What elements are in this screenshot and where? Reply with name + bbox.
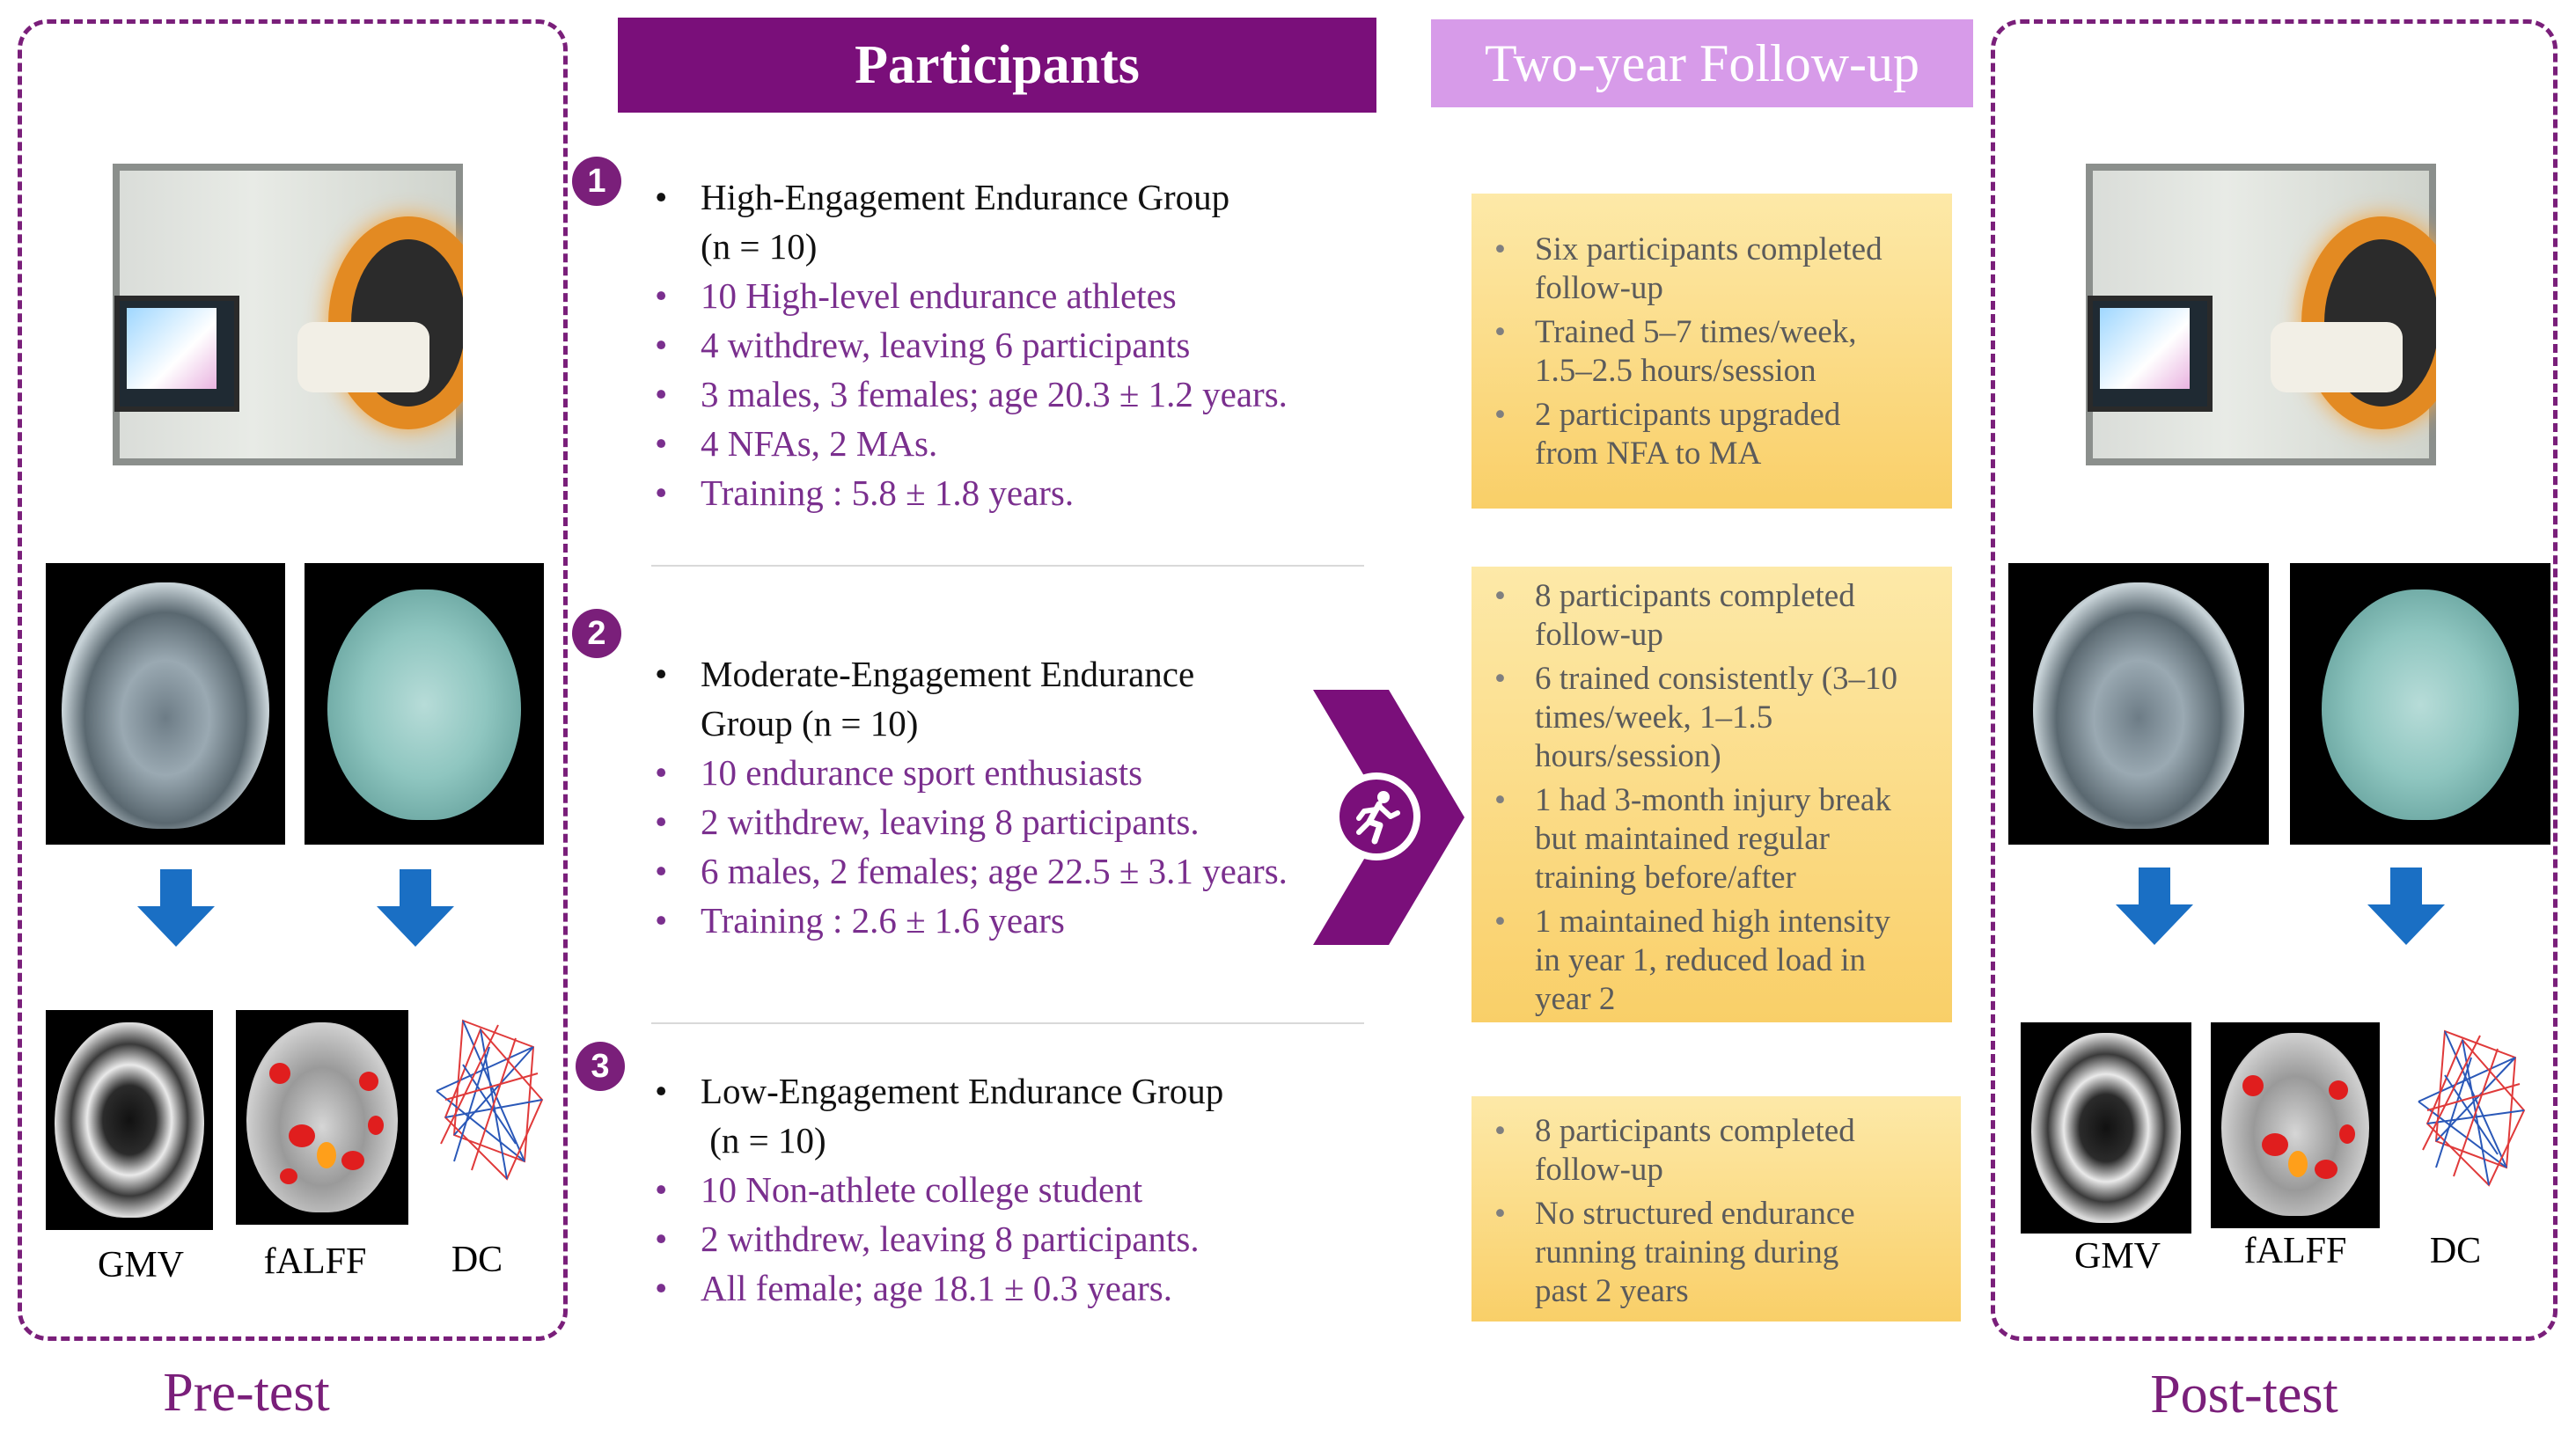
group-1-detail: • 4 withdrew, leaving 6 participants — [655, 320, 1376, 370]
group-1-detail: • 10 High-level endurance athletes — [655, 271, 1376, 320]
followup-item: • Six participants completed follow-up — [1494, 231, 1931, 308]
followup-item: • 1 maintained high intensity in year 1, reduced load in year 2 — [1494, 903, 1931, 1019]
followup-box-1 — [1471, 194, 1952, 509]
arrow-down-icon — [134, 869, 218, 948]
group-3-detail: • 2 withdrew, leaving 8 participants. — [655, 1214, 1376, 1263]
group-1-head: • High-Engagement Endurance Group (n = 10) — [655, 172, 1376, 271]
falff-map — [2211, 1022, 2380, 1228]
dc-connectivity-graph — [2410, 1022, 2529, 1190]
followup-title: Two-year Follow-up — [1484, 33, 1920, 92]
group-2 — [655, 649, 1376, 945]
falff-caption: fALFF — [2243, 1231, 2347, 1271]
functional-epi-slice — [2290, 563, 2550, 845]
group-2-detail: • 2 withdrew, leaving 8 participants. — [655, 797, 1376, 846]
group-divider — [651, 1022, 1364, 1024]
group-2-detail: • 10 endurance sport enthusiasts — [655, 748, 1376, 797]
arrow-down-icon — [373, 869, 458, 948]
arrow-down-icon — [2112, 868, 2197, 947]
gmv-map — [2021, 1022, 2191, 1234]
followup-item: • 8 participants completed follow-up — [1494, 1112, 1940, 1190]
dc-caption: DC — [2429, 1231, 2482, 1271]
gmv-map — [46, 1010, 213, 1230]
t1-structural-slice — [2008, 563, 2269, 845]
followup-item: • 2 participants upgraded from NFA to MA — [1494, 396, 1931, 473]
runner-icon — [1331, 771, 1422, 862]
followup-item: • 6 trained consistently (3–10 times/week, 1–1.5 hours/session) — [1494, 660, 1931, 776]
posttest-label: Post-test — [2150, 1365, 2338, 1424]
group-divider — [651, 565, 1364, 567]
gmv-caption: GMV — [2073, 1236, 2161, 1277]
falff-map — [236, 1010, 408, 1225]
falff-caption: fALFF — [263, 1241, 367, 1282]
group-3-head: • Low-Engagement Endurance Group (n = 10) — [655, 1066, 1376, 1165]
t1-structural-slice — [46, 563, 285, 845]
followup-header — [1431, 19, 1973, 107]
followup-box-3 — [1471, 1096, 1961, 1322]
followup-box-2 — [1471, 567, 1952, 1022]
group-3-detail: • All female; age 18.1 ± 0.3 years. — [655, 1263, 1376, 1313]
participants-title: Participants — [855, 34, 1140, 95]
group-2-detail: • 6 males, 2 females; age 22.5 ± 3.1 years. — [655, 846, 1376, 896]
group-3 — [655, 1066, 1376, 1313]
group-1-detail: • 3 males, 3 females; age 20.3 ± 1.2 years. — [655, 370, 1376, 419]
followup-item: • 1 had 3-month injury break but maintained regular training before/after — [1494, 781, 1931, 897]
functional-epi-slice — [305, 563, 544, 845]
dc-caption: DC — [451, 1240, 503, 1280]
gmv-caption: GMV — [97, 1245, 184, 1285]
followup-item: • Trained 5–7 times/week, 1.5–2.5 hours/session — [1494, 313, 1931, 391]
group-3-number: 3 — [576, 1042, 625, 1091]
group-2-head: • Moderate-Engagement Endurance Group (n = 10) — [655, 649, 1376, 748]
dc-connectivity-graph — [428, 1012, 547, 1184]
group-1 — [655, 172, 1376, 517]
arrow-down-icon — [2364, 868, 2448, 947]
group-2-detail: • Training : 2.6 ± 1.6 years — [655, 896, 1376, 945]
pretest-label: Pre-test — [163, 1363, 330, 1423]
group-2-number: 2 — [572, 609, 621, 658]
followup-item: • No structured endurance running training during past 2 years — [1494, 1195, 1940, 1311]
mri-scanner-photo — [113, 164, 463, 465]
mri-scanner-photo — [2086, 164, 2436, 465]
participants-header — [618, 18, 1376, 113]
group-3-detail: • 10 Non-athlete college student — [655, 1165, 1376, 1214]
group-1-detail: • 4 NFAs, 2 MAs. — [655, 419, 1376, 468]
group-1-detail: • Training : 5.8 ± 1.8 years. — [655, 468, 1376, 517]
group-1-number: 1 — [572, 157, 621, 206]
followup-item: • 8 participants completed follow-up — [1494, 577, 1931, 655]
